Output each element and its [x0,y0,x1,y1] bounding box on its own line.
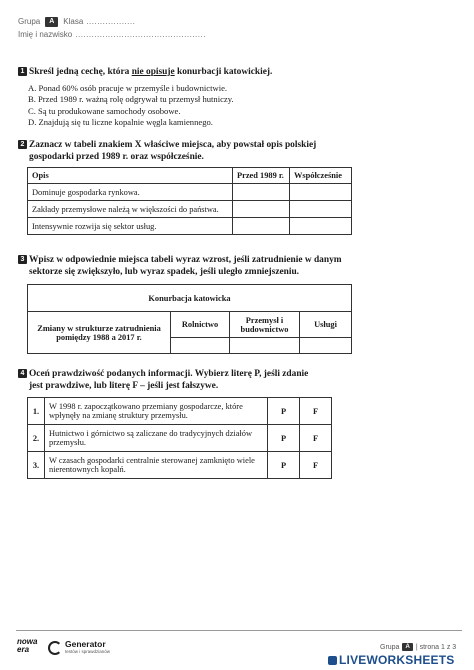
row-number: 1. [28,398,45,425]
task-3-question [18,254,348,278]
true-option[interactable]: P [268,398,300,425]
q-text: konurbacji katowickiej. [174,67,273,77]
task-number-badge: 1 [18,67,27,76]
task-number-badge: 3 [18,255,27,264]
task-1-options [28,83,358,129]
statement: W czasach gospodarki centralnie sterowanej zamknięto wiele nierentownych kopalń. [45,452,268,479]
page-info [380,643,456,651]
generator-title: Generator [65,639,106,649]
generator-g-icon [48,641,62,655]
liveworksheets-brand[interactable] [328,653,454,667]
table-row [28,452,332,479]
generator-subtitle: testów i sprawdzianów [65,649,111,654]
generator-logo [48,640,110,656]
name-field[interactable]: ................................................ [75,30,206,39]
task-number-badge: 2 [18,140,27,149]
col-header-opis: Opis [28,168,233,184]
footer-group-badge: A [402,643,412,651]
option-b[interactable]: B. Przed 1989 r. ważną rolę odgrywał tu przemysł hutniczy. [28,94,234,105]
task-number-badge: 4 [18,369,27,378]
false-option[interactable]: F [300,425,332,452]
table-subheader-row [28,312,352,338]
answer-cell[interactable] [300,338,352,354]
task-2-table [27,167,352,235]
class-field[interactable]: .................. [86,17,136,26]
q-underlined: nie opisuje [131,67,175,77]
generator-text [65,640,110,656]
nowa-era-logo [17,638,37,654]
page-number: | strona 1 z 3 [415,643,457,651]
answer-cell[interactable] [230,338,300,354]
answer-cell[interactable] [233,218,290,235]
task-4 [18,368,318,392]
task-2-question [18,139,358,163]
table-header-row [28,168,352,184]
task-1 [18,66,358,129]
table-row [28,218,352,235]
row-text: Intensywnie rozwija się sektor usług. [28,218,233,235]
statement: W 1998 r. zapoczątkowano przemiany gospodarcze, które wpłynęły na zmianę struktury przemysłu. [45,398,268,425]
col-header-przemysl: Przemysł i budownictwo [230,312,300,338]
option-c[interactable]: C. Są tu produkowane samochody osobowe. [28,105,181,116]
option-d[interactable]: D. Znajdują się tu liczne kopalnie węgla kamiennego. [28,117,213,128]
col-header-przed: Przed 1989 r. [233,168,290,184]
footer-divider [16,630,462,631]
statement: Hutnictwo i górnictwo są zaliczane do tradycyjnych działów przemysłu. [45,425,268,452]
group-label: Grupa [18,17,41,26]
q-text: Wpisz w odpowiednie miejsca tabeli wyraz wzrost, jeśli zatrudnienie w danym sektorze się zwiększyło, lub wyraz spadek, jeśli uległo zmniejszeniu. [29,255,342,277]
row-text: Zakłady przemysłowe należą w większości do państwa. [28,201,233,218]
table-row [28,425,332,452]
table-title: Konurbacja katowicka [28,285,352,312]
row-label: Zmiany w strukturze zatrudnienia pomiędzy 1988 a 2017 r. [28,312,171,354]
task-3-table [27,284,352,354]
option-a[interactable]: A. Ponad 60% osób pracuje w przemyśle i budownictwie. [28,83,228,93]
true-option[interactable]: P [268,452,300,479]
group-row [18,15,206,28]
logo-text: nowa [17,637,38,646]
task-1-question [18,66,358,78]
task-3 [18,254,348,278]
table-row [28,184,352,201]
answer-cell[interactable] [290,218,352,235]
q-text: Skreśl jedną cechę, która [29,67,132,77]
true-option[interactable]: P [268,425,300,452]
answer-cell[interactable] [233,184,290,201]
row-text: Dominuje gospodarka rynkowa. [28,184,233,201]
table-row [28,201,352,218]
answer-cell[interactable] [290,184,352,201]
group-badge: A [45,17,58,27]
task-2 [18,139,358,163]
brand-text: LIVEWORKSHEETS [339,653,455,667]
table-row [28,398,332,425]
answer-cell[interactable] [233,201,290,218]
name-label: Imię i nazwisko [18,30,73,39]
q-text: Oceń prawdziwość podanych informacji. Wybierz literę P, jeśli zdanie jest prawdziwe, lub literę F – jeśli jest fałszywe. [29,369,309,391]
class-label: Klasa [63,17,84,26]
row-number: 3. [28,452,45,479]
answer-cell[interactable] [290,201,352,218]
col-header-uslugi: Usługi [300,312,352,338]
task-4-table [27,397,332,479]
answer-cell[interactable] [171,338,230,354]
task-4-question [18,368,318,392]
logo-text: era [17,645,30,654]
name-row [18,28,206,41]
false-option[interactable]: F [300,452,332,479]
footer-group-label: Grupa [380,643,400,651]
table-title-row [28,285,352,312]
col-header-wspolczesnie: Współcześnie [290,168,352,184]
row-number: 2. [28,425,45,452]
col-header-rolnictwo: Rolnictwo [171,312,230,338]
q-text: Zaznacz w tabeli znakiem X właściwe miejsca, aby powstał opis polskiej gospodarki przed 1989 r. oraz współcześnie. [29,140,317,162]
false-option[interactable]: F [300,398,332,425]
header [18,15,206,41]
liveworksheets-icon [328,656,337,665]
